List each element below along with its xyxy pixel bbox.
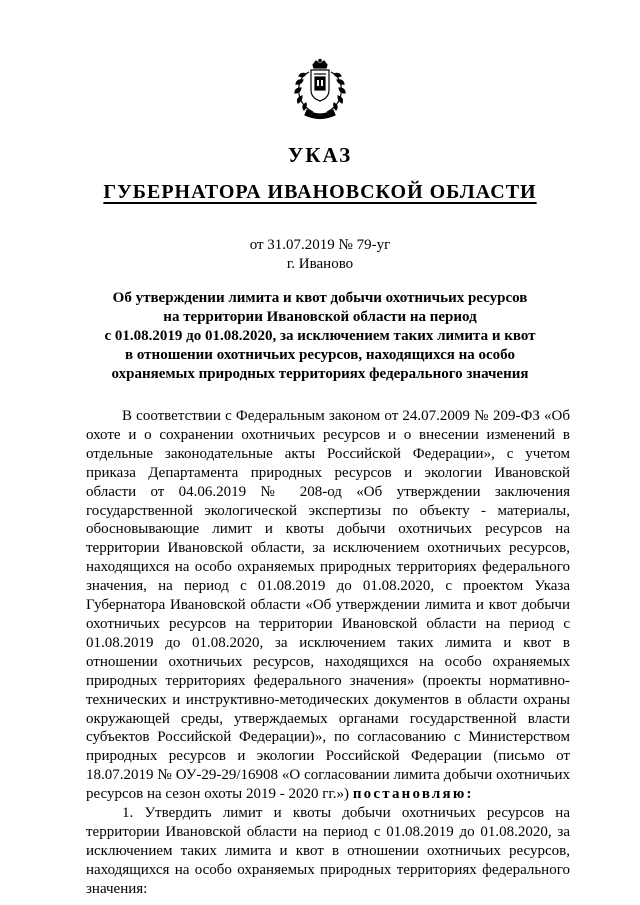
subject-line: Об утверждении лимита и квот добычи охотничьих ресурсов <box>112 290 528 306</box>
preamble-text: В соответствии с Федеральным законом от 24.07.2009 № 209-ФЗ «Об охоте и о сохранении охотничьих ресурсов и о внесении изменений в отдельные законодательные акты Российской Федерации», с учетом приказа Департамента природных ресурсов и экологии Ивановской области от 04.06.2019 № 208-од «Об утверждении заключения государственной экологической экспертизы по объекту - материалы, обосновывающие лимит и квоты добычи охотничьих ресурсов на территории Ивановской области, за исключением охотничьих ресурсов, находящихся на особо охраняемых природных территориях федерального значения, на период с 01.08.2019 до 01.08.2020, с проектом Указа Губернатора Ивановской области «Об утверждении лимита и квот добычи охотничьих ресурсов на территории Ивановской области на период с 01.08.2019 до 01.08.2020, за исключением таких лимита и квот в отношении охотничьих ресурсов, находящихся на особо охраняемых природных территориях федерального значения» (проекты нормативно-технических и инструктивно-методических документов в области охраны окружающей среды, утверждаемых органами государственной власти субъектов Российской Федерации)», по согласованию с Министерством природных ресурсов и экологии Российской Федерации (письмо от 18.07.2019 № ОУ-29-29/16908 «О согласовании лимита добычи охотничьих ресурсов на сезон охоты 2019 - 2020 гг.») <box>86 408 570 803</box>
subject-line: охраняемых природных территориях федерального значения <box>111 366 529 382</box>
date-number: от 31.07.2019 № 79-уг <box>249 237 391 253</box>
city: г. Иваново <box>286 256 354 272</box>
decree-subject <box>60 289 580 384</box>
decree-title: УКАЗ <box>287 143 353 167</box>
subject-line: в отношении охотничьих ресурсов, находящихся на особо <box>125 347 515 363</box>
resolve-colon: : <box>466 786 472 803</box>
preamble-paragraph <box>86 407 570 804</box>
subject-line: с 01.08.2019 до 01.08.2020, за исключением таких лимита и квот <box>104 328 536 344</box>
subject-line: на территории Ивановской области на период <box>163 309 477 325</box>
decree-meta <box>0 236 640 274</box>
resolve-word: постановляю <box>352 786 467 803</box>
decree-body <box>86 407 570 899</box>
item-1-paragraph: 1. Утвердить лимит и квоты добычи охотничьих ресурсов на территории Ивановской области на период с 01.08.2019 до 01.08.2020, за исключением таких лимита и квот в отношении охотничьих ресурсов, находящихся на особо охраняемых природных территориях федерального значения: <box>86 805 570 897</box>
coat-of-arms-icon <box>287 58 353 124</box>
issuer-title-text: ГУБЕРНАТОРА ИВАНОВСКОЙ ОБЛАСТИ <box>103 181 537 203</box>
issuer-title <box>0 180 640 204</box>
